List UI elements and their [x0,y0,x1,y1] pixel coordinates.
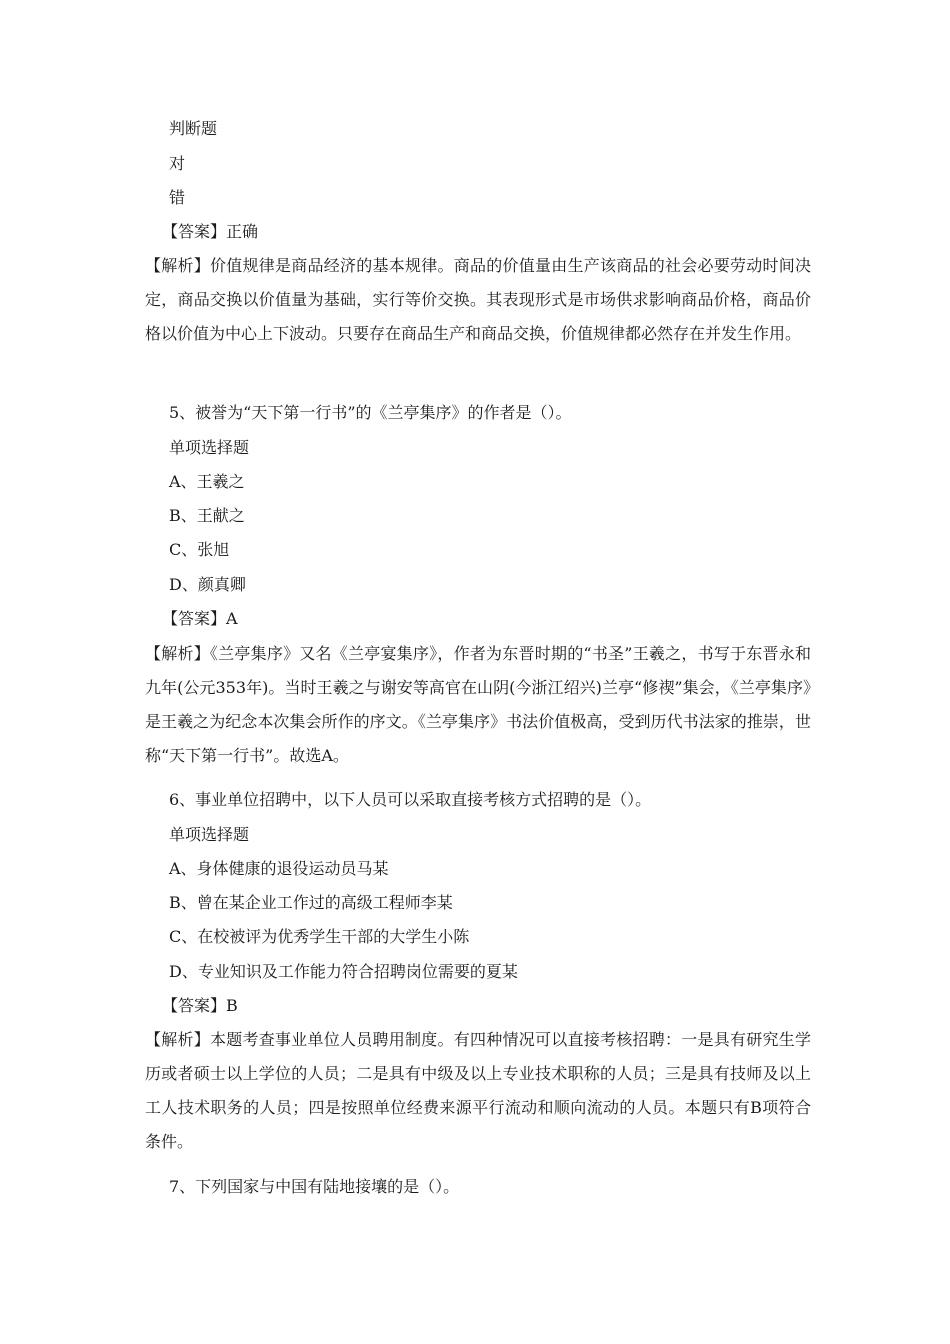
question-6-option-c: C、在校被评为优秀学生干部的大学生小陈 [169,927,470,946]
question-6-option-b: B、曾在某企业工作过的高级工程师李某 [169,893,453,912]
question-6-type: 单项选择题 [169,825,250,844]
question-5-analysis: 【解析】《兰亭集序》又名《兰亭宴集序》，作者为东晋时期的“书圣”王羲之，书写于东晋永和九年(公元353年)。当时王羲之与谢安等高官在山阴(今浙江绍兴)兰亭“修禊”集会，《兰亭集序》是王羲之为纪念本次集会所作的序文。《兰亭集序》书法价值极高，受到历代书法家的推崇，世称“天下第一行书”。故选A。 [145,644,811,765]
question-6-analysis: 【解析】本题考查事业单位人员聘用制度。有四种情况可以直接考核招聘：一是具有研究生学历或者硕士以上学位的人员；二是具有中级及以上专业技术职称的人员；三是具有技师及以上工人技术职务的人员；四是按照单位经费来源平行流动和顺向流动的人员。本题只有B项符合条件。 [145,1030,811,1151]
question-6-answer: 【答案】B [162,996,238,1015]
option-true: 对 [169,154,186,173]
question-6-option-a: A、身体健康的退役运动员马某 [169,859,389,878]
question-5-text: 5、被誉为“天下第一行书”的《兰亭集序》的作者是（）。 [169,403,572,422]
analysis-paragraph: 【解析】价值规律是商品经济的基本规律。商品的价值量由生产该商品的社会必要劳动时间决定，商品交换以价值量为基础，实行等价交换。其表现形式是市场供求影响商品价格，商品价格以价值为中心上下波动。只要存在商品生产和商品交换，价值规律都必然存在并发生作用。 [145,256,811,343]
question-5-answer: 【答案】A [162,609,238,628]
answer-line: 【答案】正确 [162,222,259,241]
question-type-label: 判断题 [169,119,218,138]
question-6-option-d: D、专业知识及工作能力符合招聘岗位需要的夏某 [169,962,518,981]
question-5-type: 单项选择题 [169,438,250,457]
question-6-text: 6、事业单位招聘中，以下人员可以采取直接考核方式招聘的是（）。 [169,790,652,809]
question-5-option-d: D、颜真卿 [169,575,246,594]
question-7-text: 7、下列国家与中国有陆地接壤的是（）。 [169,1177,460,1196]
question-5-option-a: A、王羲之 [169,472,245,491]
question-5-option-b: B、王献之 [169,506,245,525]
option-false: 错 [169,188,186,207]
question-5-option-c: C、张旭 [169,540,230,559]
